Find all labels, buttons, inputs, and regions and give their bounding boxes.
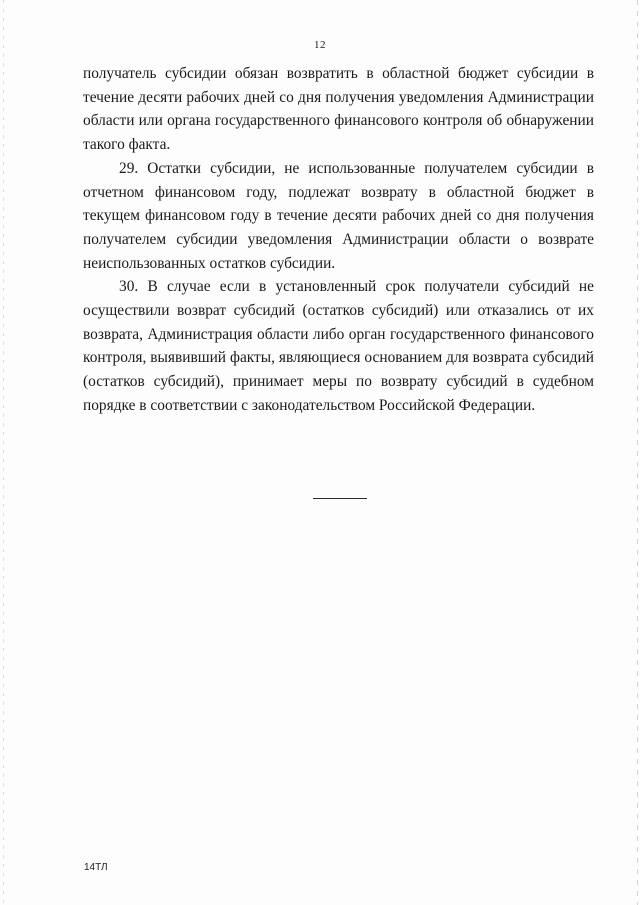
paragraph-30: 30. В случае если в установленный срок получатели субсидий не осуществили возврат субсидий (остатков субсидий) или отказались от их возврата, Администрация области либо орган государственного финансового контроля, выявивший факты, являющиеся основанием для возврата субсидий (остатков субсидий), принимает меры по возврату субсидий в судебном порядке в соответствии с законодательством Российской Федерации. [83, 278, 594, 414]
end-separator-line [313, 498, 367, 499]
paragraph-29: 29. Остатки субсидии, не использованные получателем субсидии в отчетном финансовом году, подлежат возврату в областной бюджет в текущем финансовом году в течение десяти рабочих дней со дня получения получателем субсидии уведомления Администрации области о возврате неиспользованных остатков субсидии. [83, 159, 594, 272]
page-number: 12 [314, 39, 326, 51]
document-body [83, 62, 594, 418]
scan-edge-right [637, 0, 638, 905]
continuation-paragraph: получатель субсидии обязан возвратить в областной бюджет субсидии в течение десяти рабочих дней со дня получения уведомления Администрации области или органа государственного финансового контроля об обнаружении такого факта. [83, 65, 594, 154]
footer-code: 14ТЛ [84, 862, 108, 873]
scan-edge-left [3, 0, 4, 905]
